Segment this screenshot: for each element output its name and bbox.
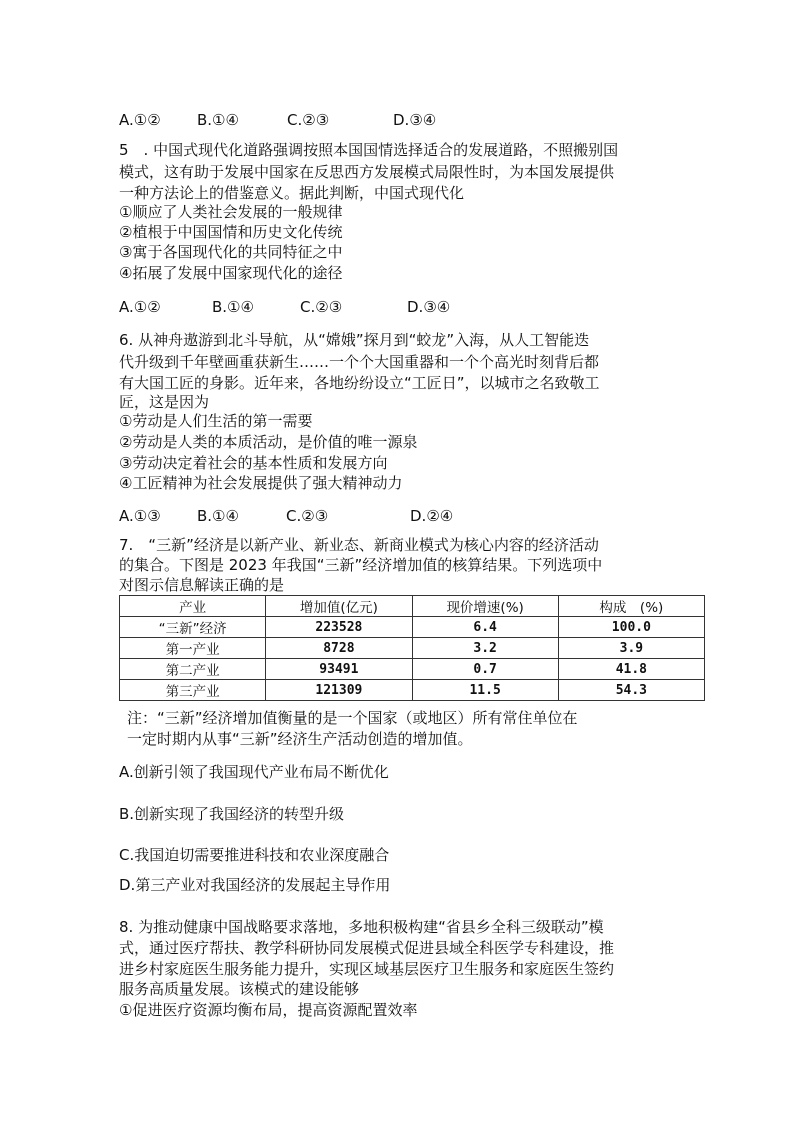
q5-stem-line: 5 . 中国式现代化道路强调按照本国国情选择适合的发展道路，不照搬别国: [119, 141, 619, 159]
q7-note-line: 一定时期内从事“三新”经济生产活动创造的增加值。: [127, 730, 473, 748]
table-header-row: [120, 596, 705, 617]
q4-option-b[interactable]: B.①④: [197, 111, 239, 129]
table-cell: 第一产业: [120, 638, 266, 659]
table-cell: 第三产业: [120, 680, 266, 701]
q5-option-c[interactable]: C.②③: [300, 298, 343, 316]
q6-option-b[interactable]: B.①④: [197, 507, 239, 525]
table-header-growth: 现价增速(%): [412, 596, 558, 617]
q7-data-table: [119, 595, 705, 701]
q6-statement: ③劳动决定着社会的基本性质和发展方向: [119, 454, 388, 472]
table-cell: 100.0: [558, 617, 704, 638]
q5-option-a[interactable]: A.①②: [119, 298, 161, 316]
table-cell: 223528: [266, 617, 412, 638]
q5-option-d[interactable]: D.③④: [407, 298, 451, 316]
q5-stem-line: 模式，这有助于发展中国家在反思西方发展模式局限性时，为本国发展提供: [119, 163, 615, 181]
q6-stem-line: 6. 从神舟遨游到北斗导航，从“嫦娥”探月到“蛟龙”入海，从人工智能迭: [119, 331, 590, 349]
q5-stem-line: 一种方法论上的借鉴意义。据此判断，中国式现代化: [119, 184, 465, 202]
q5-statement: ①顺应了人类社会发展的一般规律: [119, 203, 343, 221]
q5-options: [119, 297, 450, 317]
q4-options: [119, 110, 436, 130]
q7-stem-line: 的集合。下图是 2023 年我国“三新”经济增加值的核算结果。下列选项中: [119, 556, 603, 574]
table-cell: 121309: [266, 680, 412, 701]
q4-option-d[interactable]: D.③④: [393, 111, 437, 129]
table-cell: 11.5: [412, 680, 558, 701]
q6-statement: ①劳动是人们生活的第一需要: [119, 412, 313, 430]
q6-option-d[interactable]: D.②④: [410, 507, 454, 525]
q5-statement: ③寓于各国现代化的共同特征之中: [119, 243, 343, 261]
q6-option-a[interactable]: A.①③: [119, 507, 161, 525]
q7-stem-line: 7. “三新”经济是以新产业、新业态、新商业模式为核心内容的经济活动: [119, 536, 599, 554]
table-header-industry: 产业: [120, 596, 266, 617]
q7-stem-line: 对图示信息解读正确的是: [119, 576, 285, 594]
q4-option-a[interactable]: A.①②: [119, 111, 161, 129]
q6-statement: ②劳动是人类的本质活动，是价值的唯一源泉: [119, 433, 418, 451]
q8-stem-line: 进乡村家庭医生服务能力提升，实现区域基层医疗卫生服务和家庭医生签约: [119, 960, 615, 978]
table-cell: 0.7: [412, 659, 558, 680]
table-cell: 41.8: [558, 659, 704, 680]
table-cell: 54.3: [558, 680, 704, 701]
table-cell: 3.2: [412, 638, 558, 659]
q6-stem-line: 代升级到千年壁画重获新生……一个个大国重器和一个个高光时刻背后都: [119, 353, 600, 371]
q4-option-c[interactable]: C.②③: [287, 111, 330, 129]
q8-stem-line: 服务高质量发展。该模式的建设能够: [119, 980, 360, 998]
q8-stem-line: 8. 为推动健康中国战略要求落地，多地积极构建“省县乡全科三级联动”模: [119, 918, 604, 936]
q6-statement: ④工匠精神为社会发展提供了强大精神动力: [119, 474, 403, 492]
table-row: [120, 680, 705, 701]
q5-option-b[interactable]: B.①④: [212, 298, 254, 316]
q7-choice-d[interactable]: D.第三产业对我国经济的发展起主导作用: [119, 876, 391, 894]
q8-stem-line: 式，通过医疗帮扶、教学科研协同发展模式促进县域全科医学专科建设，推: [119, 939, 615, 957]
q5-statement: ②植根于中国国情和历史文化传统: [119, 223, 343, 241]
table-row: [120, 617, 705, 638]
table-cell: 8728: [266, 638, 412, 659]
table-header-value-added: 增加值(亿元): [266, 596, 412, 617]
q6-stem-line: 匠，这是因为: [119, 393, 210, 411]
q7-choice-c[interactable]: C.我国迫切需要推进科技和农业深度融合: [119, 846, 390, 864]
table-cell: 93491: [266, 659, 412, 680]
table-row: [120, 638, 705, 659]
q6-option-c[interactable]: C.②③: [286, 507, 329, 525]
q8-statement: ①促进医疗资源均衡布局，提高资源配置效率: [119, 1001, 418, 1019]
table-cell: 3.9: [558, 638, 704, 659]
table-cell: 6.4: [412, 617, 558, 638]
table-cell: “三新”经济: [120, 617, 266, 638]
q6-stem-line: 有大国工匠的身影。近年来，各地纷纷设立“工匠日”，以城市之名致敬工: [119, 374, 600, 392]
q7-choice-a[interactable]: A.创新引领了我国现代产业布局不断优化: [119, 763, 389, 781]
table-row: [120, 659, 705, 680]
table-header-composition: 构成 (%): [558, 596, 704, 617]
table-cell: 第二产业: [120, 659, 266, 680]
q6-options: [119, 506, 453, 526]
q5-statement: ④拓展了发展中国家现代化的途径: [119, 264, 343, 282]
q7-note-line: 注：“三新”经济增加值衡量的是一个国家（或地区）所有常住单位在: [127, 709, 578, 727]
q7-choice-b[interactable]: B.创新实现了我国经济的转型升级: [119, 805, 345, 823]
